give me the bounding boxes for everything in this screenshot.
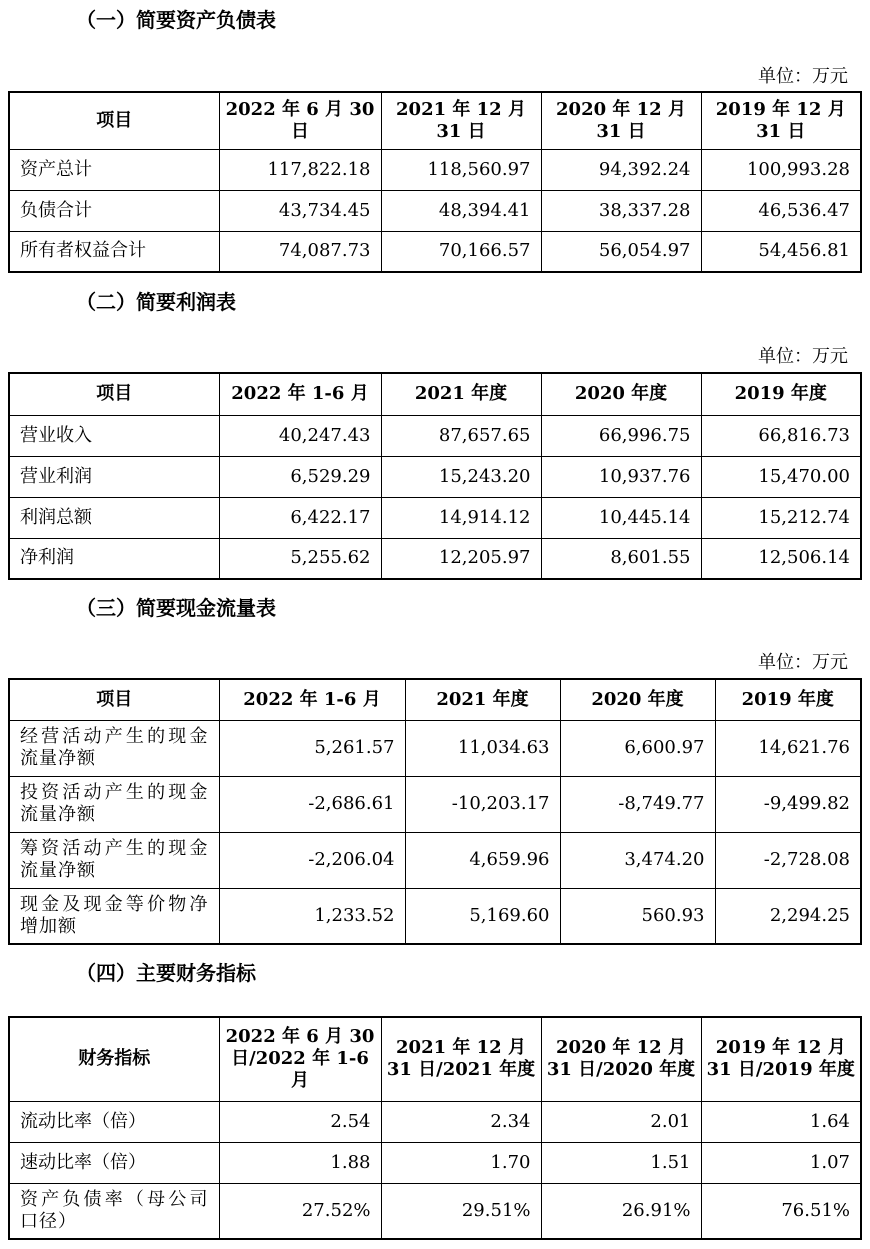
value-cell: 66,996.75	[541, 415, 701, 456]
table-row	[9, 888, 861, 944]
value-cell: 2,294.25	[715, 888, 861, 944]
value-cell: -9,499.82	[715, 776, 861, 832]
value-cell: -2,686.61	[219, 776, 405, 832]
header-cell: 2020 年度	[560, 679, 715, 720]
row-label: 流动比率（倍）	[9, 1101, 219, 1142]
row-label: 利润总额	[9, 497, 219, 538]
value-cell: 1.70	[381, 1142, 541, 1183]
value-cell: -2,728.08	[715, 832, 861, 888]
value-cell: 43,734.45	[219, 190, 381, 231]
header-cell: 2021 年度	[381, 373, 541, 415]
header-cell: 2019 年度	[715, 679, 861, 720]
value-cell: 38,337.28	[541, 190, 701, 231]
header-cell: 2019 年度	[701, 373, 861, 415]
value-cell: 15,212.74	[701, 497, 861, 538]
value-cell: 48,394.41	[381, 190, 541, 231]
value-cell: 8,601.55	[541, 538, 701, 579]
value-cell: -2,206.04	[219, 832, 405, 888]
header-cell: 2021 年 12 月 31 日/2021 年度	[381, 1017, 541, 1101]
value-cell: 14,621.76	[715, 720, 861, 776]
value-cell: 118,560.97	[381, 149, 541, 190]
value-cell: 6,600.97	[560, 720, 715, 776]
value-cell: 29.51%	[381, 1183, 541, 1239]
header-cell: 2019 年 12 月 31 日/2019 年度	[701, 1017, 861, 1101]
cash-flow-table	[8, 678, 862, 945]
row-label: 投资活动产生的现金流量净额	[9, 776, 219, 832]
value-cell: 100,993.28	[701, 149, 861, 190]
unit-label: 单位：万元	[758, 346, 848, 367]
header-cell: 项目	[9, 373, 219, 415]
value-cell: 12,506.14	[701, 538, 861, 579]
value-cell: 2.54	[219, 1101, 381, 1142]
value-cell: 6,422.17	[219, 497, 381, 538]
row-label: 净利润	[9, 538, 219, 579]
value-cell: 66,816.73	[701, 415, 861, 456]
row-label: 负债合计	[9, 190, 219, 231]
value-cell: -8,749.77	[560, 776, 715, 832]
table-row	[9, 832, 861, 888]
value-cell: 3,474.20	[560, 832, 715, 888]
value-cell: 1.51	[541, 1142, 701, 1183]
value-cell: 11,034.63	[405, 720, 560, 776]
header-cell: 项目	[9, 679, 219, 720]
value-cell: 54,456.81	[701, 231, 861, 272]
value-cell: 1,233.52	[219, 888, 405, 944]
value-cell: 10,937.76	[541, 456, 701, 497]
header-cell: 2021 年度	[405, 679, 560, 720]
table-header-row	[9, 92, 861, 149]
table-row	[9, 231, 861, 272]
row-label: 资产总计	[9, 149, 219, 190]
section-title-income-statement: （二）简要利润表	[76, 290, 236, 314]
value-cell: 27.52%	[219, 1183, 381, 1239]
row-label: 所有者权益合计	[9, 231, 219, 272]
header-cell: 2022 年 1-6 月	[219, 373, 381, 415]
value-cell: 117,822.18	[219, 149, 381, 190]
table-row	[9, 415, 861, 456]
value-cell: 76.51%	[701, 1183, 861, 1239]
row-label: 营业收入	[9, 415, 219, 456]
value-cell: 40,247.43	[219, 415, 381, 456]
value-cell: 94,392.24	[541, 149, 701, 190]
value-cell: 10,445.14	[541, 497, 701, 538]
table-row	[9, 538, 861, 579]
value-cell: 1.88	[219, 1142, 381, 1183]
value-cell: 5,255.62	[219, 538, 381, 579]
unit-label: 单位：万元	[758, 652, 848, 673]
value-cell: 1.07	[701, 1142, 861, 1183]
table-row	[9, 1183, 861, 1239]
table-row	[9, 776, 861, 832]
value-cell: 14,914.12	[381, 497, 541, 538]
table-row	[9, 149, 861, 190]
section-title-financial-indicators: （四）主要财务指标	[76, 961, 256, 985]
table-header-row	[9, 679, 861, 720]
header-cell: 2022 年 6 月 30 日/2022 年 1-6 月	[219, 1017, 381, 1101]
value-cell: 2.34	[381, 1101, 541, 1142]
value-cell: 4,659.96	[405, 832, 560, 888]
value-cell: 15,470.00	[701, 456, 861, 497]
row-label: 速动比率（倍）	[9, 1142, 219, 1183]
header-cell: 2022 年 6 月 30 日	[219, 92, 381, 149]
income-statement-table	[8, 372, 862, 580]
balance-sheet-table	[8, 91, 862, 273]
value-cell: 560.93	[560, 888, 715, 944]
value-cell: 2.01	[541, 1101, 701, 1142]
header-cell: 2022 年 1-6 月	[219, 679, 405, 720]
table-row	[9, 720, 861, 776]
value-cell: 70,166.57	[381, 231, 541, 272]
table-header-row	[9, 1017, 861, 1101]
value-cell: 26.91%	[541, 1183, 701, 1239]
section-title-cash-flow: （三）简要现金流量表	[76, 596, 276, 620]
table-row	[9, 456, 861, 497]
value-cell: 56,054.97	[541, 231, 701, 272]
header-cell: 财务指标	[9, 1017, 219, 1101]
value-cell: 5,261.57	[219, 720, 405, 776]
row-label: 现金及现金等价物净增加额	[9, 888, 219, 944]
header-cell: 2019 年 12 月 31 日	[701, 92, 861, 149]
row-label: 筹资活动产生的现金流量净额	[9, 832, 219, 888]
row-label: 资产负债率（母公司口径）	[9, 1183, 219, 1239]
header-cell: 2020 年 12 月 31 日	[541, 92, 701, 149]
table-row	[9, 190, 861, 231]
unit-label: 单位：万元	[758, 66, 848, 87]
table-row	[9, 497, 861, 538]
value-cell: 74,087.73	[219, 231, 381, 272]
header-cell: 项目	[9, 92, 219, 149]
value-cell: 1.64	[701, 1101, 861, 1142]
value-cell: -10,203.17	[405, 776, 560, 832]
header-cell: 2020 年度	[541, 373, 701, 415]
financial-indicators-table	[8, 1016, 862, 1240]
value-cell: 87,657.65	[381, 415, 541, 456]
value-cell: 6,529.29	[219, 456, 381, 497]
value-cell: 12,205.97	[381, 538, 541, 579]
header-cell: 2020 年 12 月 31 日/2020 年度	[541, 1017, 701, 1101]
value-cell: 5,169.60	[405, 888, 560, 944]
header-cell: 2021 年 12 月 31 日	[381, 92, 541, 149]
table-row	[9, 1101, 861, 1142]
value-cell: 46,536.47	[701, 190, 861, 231]
row-label: 营业利润	[9, 456, 219, 497]
value-cell: 15,243.20	[381, 456, 541, 497]
table-row	[9, 1142, 861, 1183]
row-label: 经营活动产生的现金流量净额	[9, 720, 219, 776]
table-header-row	[9, 373, 861, 415]
section-title-balance-sheet: （一）简要资产负债表	[76, 8, 276, 32]
